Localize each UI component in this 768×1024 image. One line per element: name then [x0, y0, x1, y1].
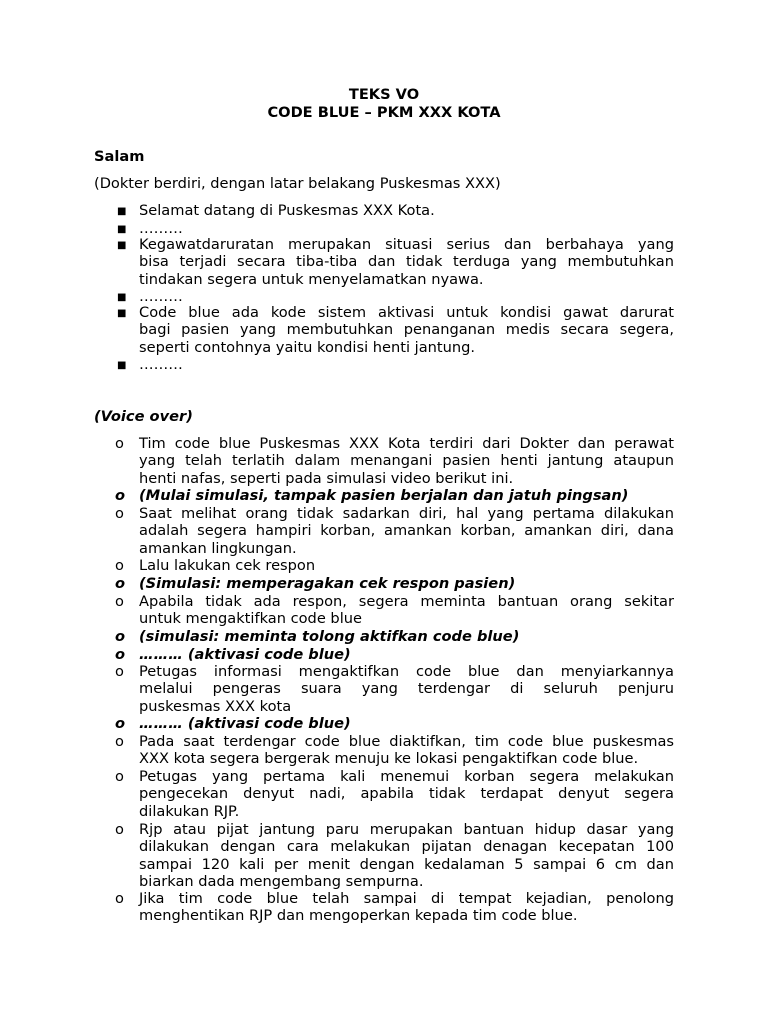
list-item-text: Tim code blue Puskesmas XXX Kota terdiri dari Dokter dan perawat yang telah terlatih dalam menangani pasien henti jantung ataupun henti nafas, seperti pada simulasi video berikut ini.: [139, 435, 674, 487]
circle-bullet-icon: o: [115, 628, 126, 645]
circle-bullet-icon: o: [115, 487, 126, 504]
list-item-text: Apabila tidak ada respon, segera meminta bantuan orang sekitar untuk mengaktifkan code blue: [139, 593, 674, 628]
square-bullet-icon: ■: [117, 206, 127, 217]
circle-bullet-icon: o: [115, 663, 124, 680]
document-subtitle: CODE BLUE – PKM XXX KOTA: [267, 104, 501, 121]
circle-bullet-icon: o: [115, 733, 124, 750]
document-title: TEKS VO: [348, 86, 420, 103]
salam-heading: Salam: [94, 148, 145, 165]
list-item-text: Kegawatdaruratan merupakan situasi serius dan berbahaya yang bisa terjadi secara tiba-tiba dan tidak terduga yang membutuhkan tindakan segera untuk menyelamatkan nyawa.: [139, 236, 674, 288]
circle-bullet-icon: o: [115, 715, 126, 732]
square-bullet-icon: ■: [117, 308, 127, 319]
list-item-text: ………: [139, 288, 183, 305]
circle-bullet-icon: o: [115, 575, 126, 592]
list-item-text: Rjp atau pijat jantung paru merupakan bantuan hidup dasar yang dilakukan dengan cara melakukan pijatan denagan kecepatan 100 sampai 120 kali per menit dengan kedalaman 5 sampai 6 cm dan biarkan dada mengembang sempurna.: [139, 821, 674, 891]
circle-bullet-icon: o: [115, 505, 124, 522]
circle-bullet-icon: o: [115, 821, 124, 838]
circle-bullet-icon: o: [115, 593, 124, 610]
circle-bullet-icon: o: [115, 646, 126, 663]
list-item-text: Petugas informasi mengaktifkan code blue dan menyiarkannya melalui pengeras suara yang terdengar di seluruh penjuru puskesmas XXX kota: [139, 663, 674, 715]
list-item-text: Code blue ada kode sistem aktivasi untuk kondisi gawat darurat bagi pasien yang membutuhkan penanganan medis secara segera, seperti contohnya yaitu kondisi henti jantung.: [139, 304, 674, 356]
list-item-text: ………: [139, 220, 183, 237]
circle-bullet-icon: o: [115, 768, 124, 785]
list-item-text: ……… (aktivasi code blue): [139, 715, 351, 732]
list-item-text: (Simulasi: memperagakan cek respon pasien): [139, 575, 516, 592]
list-item-text: (Mulai simulasi, tampak pasien berjalan dan jatuh pingsan): [139, 487, 629, 504]
circle-bullet-icon: o: [115, 435, 124, 452]
circle-bullet-icon: o: [115, 890, 124, 907]
list-item-text: Petugas yang pertama kali menemui korban segera melakukan pengecekan denyut nadi, apabila tidak terdapat denyut segera dilakukan RJP.: [139, 768, 674, 820]
list-item-text: Pada saat terdengar code blue diaktifkan, tim code blue puskesmas XXX kota segera bergerak menuju ke lokasi pengaktifkan code blue.: [139, 733, 674, 768]
square-bullet-icon: ■: [117, 224, 127, 235]
circle-bullet-icon: o: [115, 557, 124, 574]
list-item-text: Lalu lakukan cek respon: [139, 557, 316, 574]
salam-intro: (Dokter berdiri, dengan latar belakang Puskesmas XXX): [94, 175, 501, 192]
voice-over-heading: (Voice over): [94, 408, 193, 425]
list-item-text: Saat melihat orang tidak sadarkan diri, hal yang pertama dilakukan adalah segera hampiri korban, amankan korban, amankan diri, dana amankan lingkungan.: [139, 505, 674, 557]
list-item-text: Jika tim code blue telah sampai di tempat kejadian, penolong menghentikan RJP dan mengoperkan kepada tim code blue.: [139, 890, 674, 925]
list-item-text: ………: [139, 356, 183, 373]
square-bullet-icon: ■: [117, 240, 127, 251]
list-item-text: Selamat datang di Puskesmas XXX Kota.: [139, 202, 435, 219]
square-bullet-icon: ■: [117, 292, 127, 303]
list-item-text: ……… (aktivasi code blue): [139, 646, 351, 663]
square-bullet-icon: ■: [117, 360, 127, 371]
list-item-text: (simulasi: meminta tolong aktifkan code blue): [139, 628, 520, 645]
